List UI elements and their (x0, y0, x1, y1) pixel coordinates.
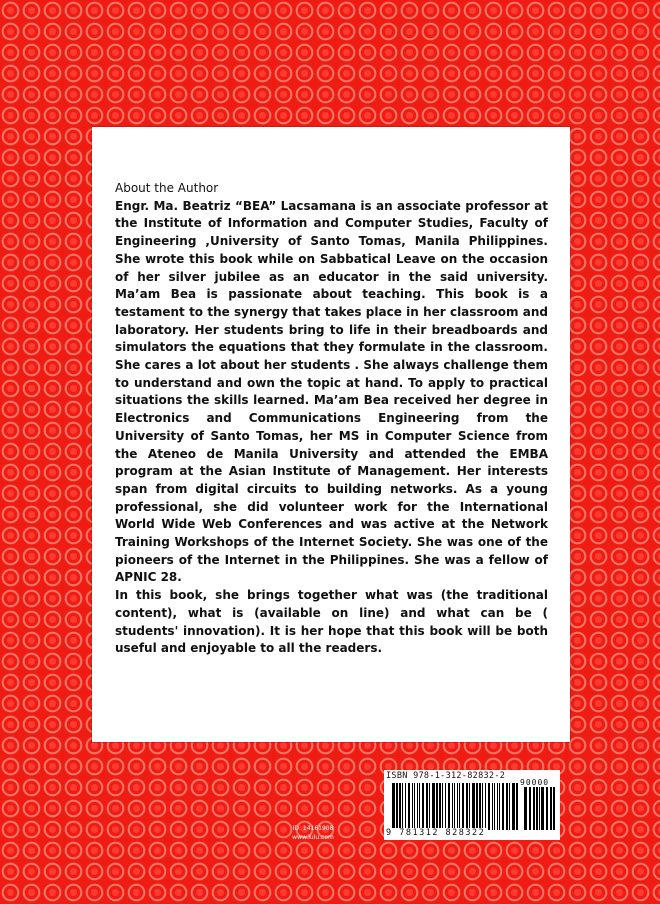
about-author-heading: About the Author (115, 181, 219, 195)
about-author-panel (92, 127, 570, 742)
barcode-main-bars (392, 783, 520, 830)
barcode-bar (466, 783, 468, 830)
barcode-bar (405, 783, 406, 830)
barcode-bar (442, 783, 443, 830)
barcode-bar (497, 783, 498, 830)
barcode-bar (452, 783, 453, 830)
barcode-bar (506, 783, 508, 830)
book-description-paragraph: In this book, she brings together what was (the traditional content), what is (available on line) and what can be ( students' innovation). It is her hope that this book will be both useful and enjoyable to all the readers. (115, 588, 548, 656)
barcode-bar (445, 783, 446, 830)
price-addon-number: 90000 (520, 778, 550, 787)
barcode-bar (419, 783, 420, 830)
isbn-label: ISBN 978-1-312-82832-2 (386, 771, 506, 781)
barcode-bar (482, 783, 483, 830)
barcode-bar (546, 787, 548, 830)
barcode-addon-bars (524, 787, 556, 830)
barcode-bar (476, 783, 478, 830)
barcode-bar (454, 783, 455, 830)
barcode-bar (459, 783, 460, 830)
barcode-bar (408, 783, 410, 830)
barcode-bar (536, 787, 538, 830)
about-author-text (115, 180, 548, 658)
barcode-bar (524, 787, 527, 830)
barcode-bar (422, 783, 424, 830)
barcode-bar (485, 783, 486, 830)
barcode-bar (472, 783, 475, 830)
barcode-bar (429, 783, 430, 830)
barcode-bar (512, 783, 515, 830)
barcode-bar (541, 787, 544, 830)
publisher-id: ID: 14161908 (292, 825, 334, 832)
barcode-bar (436, 783, 438, 830)
barcode-bar (553, 787, 555, 830)
barcode-bar (479, 783, 481, 830)
barcode-bar (533, 787, 535, 830)
barcode-bar (396, 783, 398, 830)
barcode-bar (516, 783, 518, 830)
barcode-bar (439, 783, 441, 830)
barcode-bar (426, 783, 428, 830)
barcode-bar (469, 783, 470, 830)
barcode-bar (550, 787, 552, 830)
barcode-bar (509, 783, 510, 830)
barcode-bar (492, 783, 493, 830)
publisher-info (268, 824, 358, 842)
barcode-bar (402, 783, 403, 830)
barcode-bar (399, 783, 401, 830)
ean-digits: 9 781312 828322 (386, 828, 486, 838)
barcode-bar (502, 783, 504, 830)
author-bio-paragraph: Engr. Ma. Beatriz “BEA” Lacsamana is an associate professor at the Institute of Information and Computer Studies, Faculty of Engineering ,University of Santo Tomas, Manila Philippines. She wrote this book while on Sabbatical Leave on the occasion of her silver jubilee as an educator in the said university. Ma’am Bea is passionate about teaching. This book is a testament to the synergy that takes place in her classroom and laboratory. Her students bring to life in their breadboards and simulators the equations that they formulate in the classroom. She cares a lot about her students . She always challenge them to understand and own the topic at hand. To apply to practical situations the skills learned. Ma’am Bea received her degree in Electronics and Communications Engineering from the University of Santo Tomas, her MS in Computer Science from the Ateneo de Manila University and attended the EMBA program at the Asian Institute of Management. Her interests span from digital circuits to building networks. As a young professional, she did volunteer work for the International World Wide Web Conferences and was active at the Network Training Workshops of the Internet Society. She was one of the pioneers of the Internet in the Philippines. She was a fellow of APNIC 28. (115, 198, 548, 585)
barcode-bar (448, 783, 450, 830)
barcode-bar (457, 783, 458, 830)
barcode-bar (488, 783, 490, 830)
barcode-bar (539, 787, 540, 830)
barcode-bar (392, 783, 395, 830)
barcode-bar (494, 783, 495, 830)
barcode-bar (417, 783, 418, 830)
barcode-bar (499, 783, 500, 830)
publisher-website: www.lulu.com (292, 834, 334, 841)
barcode-bar (462, 783, 464, 830)
isbn-barcode (384, 770, 560, 840)
barcode-bar (432, 783, 435, 830)
barcode-bar (529, 787, 531, 830)
barcode-bar (414, 783, 415, 830)
barcode-bar (412, 783, 413, 830)
